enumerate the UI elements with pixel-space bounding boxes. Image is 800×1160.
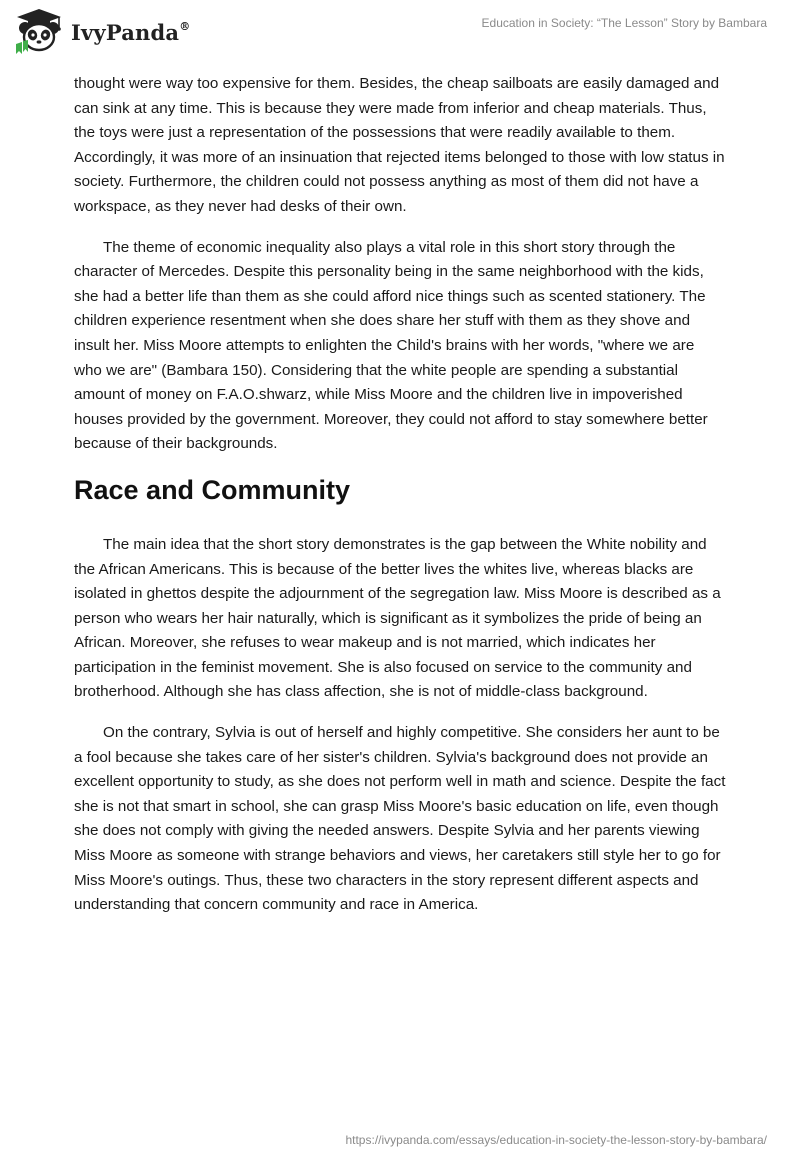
document-title: Education in Society: “The Lesson” Story by Bambara [481, 16, 767, 30]
panda-graduation-cap-icon [14, 8, 64, 56]
paragraph-main-idea: The main idea that the short story demonstrates is the gap between the White nobility and the African Americans. This is because of the better lives the whites live, whereas blacks are isolated in ghettos despite the adjournment of the segregation law. Miss Moore is described as a person who wears her hair naturally, which is significant as it symbolizes the pride of being an African. Moreover, she refuses to wear makeup and is not married, which indicates her participation in the feminist movement. She is also focused on service to the community and brotherhood. Although she has class affection, she is not of middle-class background. [74, 535, 721, 701]
paragraph-sylvia: On the contrary, Sylvia is out of herself and highly competitive. She considers her aunt to be a fool because she takes care of her sister's children. Sylvia's background does not provide an excellent opportunity to study, as she does not perform well in math and science. Despite the fact she is not that smart in school, she can grasp Miss Moore's basic education on life, even though she does not comply with giving the needed answers. Despite Sylvia and her parents viewing Miss Moore as someone with strange behaviors and views, her caretakers still style her to go for Miss Moore's outings. Thus, these two characters in the story represent different aspects and understanding that concern community and race in America. [74, 724, 726, 914]
paragraph-continued: thought were way too expensive for them. Besides, the cheap sailboats are easily damaged and can sink at any time. This is because they were made from inferior and cheap materials. Thus, the toys were just a representation of the possessions that were readily available to them. Accordingly, it was more of an insinuation that rejected items belonged to those with low status in society. Furthermore, the children could not possess anything as most of them did not have a workspace, as they never had desks of their own. [74, 75, 725, 215]
section-heading-race-and-community: Race and Community [74, 474, 351, 505]
page-header [0, 0, 800, 64]
ivypanda-logo[interactable] [14, 8, 190, 56]
paragraph-economic-inequality: The theme of economic inequality also plays a vital role in this short story through the character of Mercedes. Despite this personality being in the same neighborhood with the kids, she had a better life than them as she could afford nice things such as scented stationery. The children experience resentment when she does share her stuff with them as they shove and insult her. Miss Moore attempts to enlighten the Child's brains with her words, "where we are who we are" (Bambara 150). Considering that the white people are spending a substantial amount of money on F.A.O.shwarz, while Miss Moore and the children live in impoverished houses provided by the government. Moreover, they could not afford to stay somewhere better because of their backgrounds. [74, 238, 708, 453]
brand-name: IvyPanda® [71, 19, 191, 45]
source-url[interactable]: https://ivypanda.com/essays/education-in-society-the-lesson-story-by-bambara/ [345, 1133, 767, 1147]
essay-body [74, 72, 726, 934]
registered-mark: ® [179, 19, 191, 33]
